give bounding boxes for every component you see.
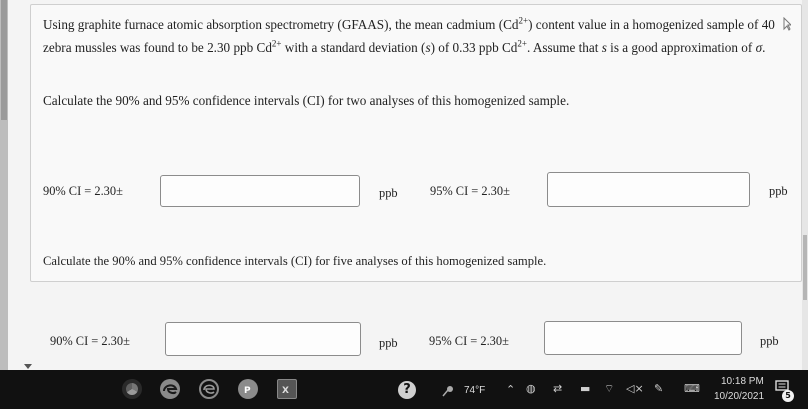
ci90-input-five[interactable] xyxy=(165,322,361,356)
cursor-icon xyxy=(783,17,791,31)
app-tray-icon[interactable]: ⇄ xyxy=(553,382,563,395)
ci95-label-two: 95% CI = 2.30± xyxy=(430,184,510,198)
ci90-label-two: 90% CI = 2.30± xyxy=(43,184,123,198)
pen-icon[interactable]: ✎ xyxy=(654,382,664,395)
instruction-five-analyses: Calculate the 90% and 95% confidence intervals (CI) for five analyses of this homogenized sample. xyxy=(43,254,547,268)
chrome-icon[interactable] xyxy=(122,379,142,399)
ci90-label-five: 90% CI = 2.30± xyxy=(50,334,130,348)
right-scrollbar[interactable] xyxy=(802,0,808,370)
content-frame xyxy=(8,0,808,370)
edge-icon[interactable] xyxy=(160,379,180,399)
ci95-input-two[interactable] xyxy=(547,172,750,207)
windows-taskbar xyxy=(0,370,808,409)
svg-text:X: X xyxy=(282,386,289,396)
powerpoint-icon[interactable] xyxy=(238,379,258,399)
help-icon[interactable]: ? xyxy=(398,381,416,399)
ci95-label-five: 95% CI = 2.30± xyxy=(429,334,509,348)
ci95-unit-five: ppb xyxy=(760,334,779,348)
question-paragraph: Using graphite furnace atomic absorption spectrometry (GFAAS), the mean cadmium $(Cd^{2+})$ content value in a homogenized sample of 40 zebra mussles was found to be 2.30 ppb $Cd^{2+}$ with a standard deviation (s) of 0.33 ppb $Cd^{2+}$. Assume that s is a good approximation of σ. xyxy=(43,15,775,55)
instruction-two-analyses: Calculate the 90% and 95% confidence intervals (CI) for two analyses of this homogenized sample. xyxy=(43,93,570,108)
show-hidden-icons-chevron-icon[interactable]: ⌃ xyxy=(506,383,516,396)
ci95-input-five[interactable] xyxy=(544,321,742,355)
ci90-unit-two: ppb xyxy=(379,186,398,200)
ci90-unit-five: ppb xyxy=(379,336,398,350)
edge-legacy-icon[interactable] xyxy=(199,379,219,399)
clock-date[interactable]: 10/20/2021 xyxy=(714,391,765,402)
left-scroll-thumb[interactable] xyxy=(1,0,7,120)
notification-count-badge: 5 xyxy=(782,390,794,402)
svg-text:P: P xyxy=(244,386,251,396)
question-card xyxy=(30,4,802,282)
weather-icon[interactable] xyxy=(441,384,455,398)
clock-time[interactable]: 10:18 PM xyxy=(721,376,764,387)
network-status-icon[interactable]: ◍ xyxy=(526,382,536,395)
keyboard-icon[interactable]: ⌨ xyxy=(684,382,700,395)
right-scroll-thumb[interactable] xyxy=(803,235,807,300)
scroll-down-arrow-icon[interactable] xyxy=(24,364,32,369)
ci90-input-two[interactable] xyxy=(160,175,360,207)
volume-muted-icon[interactable]: ◁× xyxy=(626,382,644,395)
weather-temperature[interactable]: 74°F xyxy=(464,385,486,396)
ci95-unit-two: ppb xyxy=(769,184,788,198)
battery-icon[interactable]: ▬ xyxy=(580,382,591,395)
excel-icon[interactable] xyxy=(277,379,297,399)
wifi-icon[interactable]: ⌔ xyxy=(604,382,615,395)
left-scrollbar[interactable] xyxy=(0,0,8,370)
